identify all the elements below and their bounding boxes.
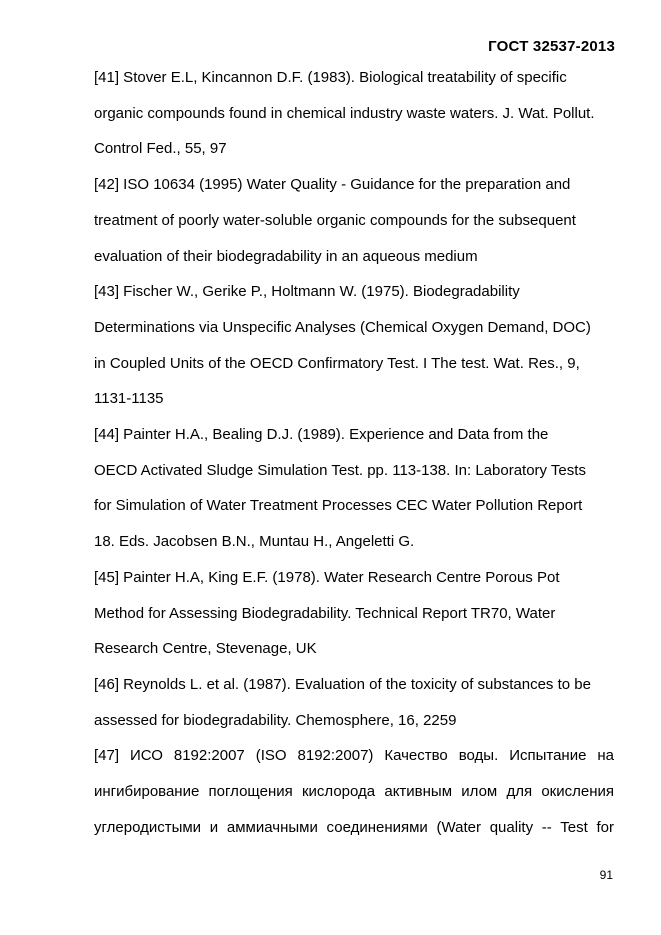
document-header-code: ГОСТ 32537-2013 — [488, 38, 615, 55]
reference-item-44 — [94, 417, 614, 560]
reference-line: assessed for biodegradability. Chemosphere, 16, 2259 — [94, 711, 457, 729]
reference-line: Determinations via Unspecific Analyses (Chemical Oxygen Demand, DOC) — [94, 318, 591, 336]
reference-line: углеродистыми и аммиачными соединениями (Water quality -- Test for — [94, 818, 614, 836]
reference-item-46 — [94, 667, 614, 738]
reference-line: [45] Painter H.A, King E.F. (1978). Water Research Centre Porous Pot — [94, 568, 560, 586]
reference-line: 1131-1135 — [94, 390, 164, 408]
reference-line: Method for Assessing Biodegradability. Technical Report TR70, Water — [94, 604, 556, 622]
reference-item-41 — [94, 60, 614, 167]
reference-list — [94, 60, 614, 845]
page-number: 91 — [599, 868, 613, 882]
reference-line: organic compounds found in chemical industry waste waters. J. Wat. Pollut. — [94, 104, 595, 122]
reference-line: [42] ISO 10634 (1995) Water Quality - Guidance for the preparation and — [94, 176, 571, 194]
reference-line: in Coupled Units of the OECD Confirmatory Test. I The test. Wat. Res., 9, — [94, 354, 580, 372]
reference-line: OECD Activated Sludge Simulation Test. pp. 113-138. In: Laboratory Tests — [94, 461, 586, 479]
reference-line: [43] Fischer W., Gerike P., Holtmann W. (1975). Biodegradability — [94, 283, 520, 301]
reference-item-43 — [94, 274, 614, 417]
reference-line: evaluation of their biodegradability in an aqueous medium — [94, 247, 478, 265]
reference-line: [41] Stover E.L, Kincannon D.F. (1983). Biological treatability of specific — [94, 69, 567, 86]
reference-line: 18. Eds. Jacobsen B.N., Muntau H., Angeletti G. — [94, 533, 415, 551]
reference-line: for Simulation of Water Treatment Processes CEC Water Pollution Report — [94, 497, 583, 515]
reference-item-45 — [94, 560, 614, 667]
reference-item-42 — [94, 167, 614, 274]
reference-line: Control Fed., 55, 97 — [94, 140, 227, 158]
reference-line: Research Centre, Stevenage, UK — [94, 640, 317, 658]
reference-line: [46] Reynolds L. et al. (1987). Evaluation of the toxicity of substances to be — [94, 675, 591, 693]
reference-item-47 — [94, 738, 614, 845]
reference-line: [47] ИСО 8192:2007 (ISO 8192:2007) Качество воды. Испытание на — [94, 747, 614, 765]
reference-line: treatment of poorly water-soluble organic compounds for the subsequent — [94, 211, 576, 229]
reference-line: [44] Painter H.A., Bealing D.J. (1989). Experience and Data from the — [94, 426, 549, 444]
reference-line: ингибирование поглощения кислорода активным илом для окисления — [94, 783, 614, 801]
